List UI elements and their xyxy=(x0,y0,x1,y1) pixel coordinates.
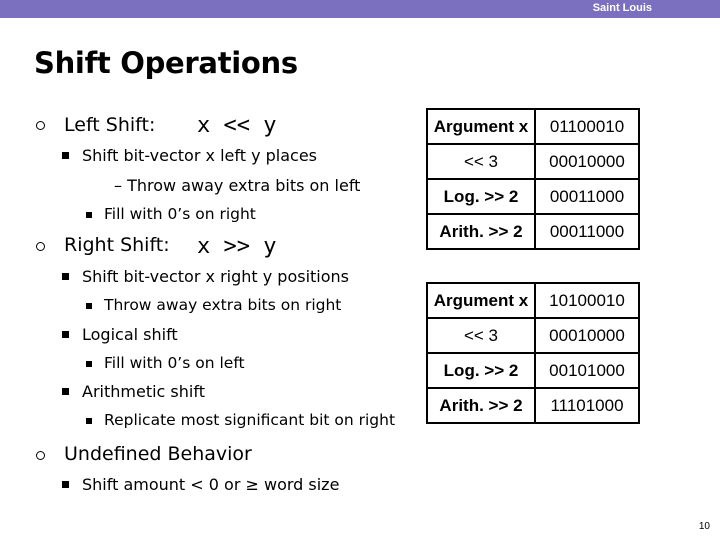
logical-shift-label: Logical shift xyxy=(82,325,178,344)
square-bullet-icon xyxy=(62,273,69,280)
table-row xyxy=(427,109,639,144)
circle-bullet-icon xyxy=(36,242,45,251)
table-cell-label: << 3 xyxy=(427,318,535,353)
square-bullet-icon xyxy=(62,152,69,159)
table-row xyxy=(427,214,639,249)
square-bullet-icon xyxy=(86,361,92,367)
shift-table-2 xyxy=(426,282,640,424)
left-shift-code: x << y xyxy=(197,113,277,138)
header-label: Saint Louis xyxy=(592,2,652,14)
table-cell-value: 10100010 xyxy=(535,283,639,318)
table-row xyxy=(427,353,639,388)
table-row xyxy=(427,179,639,214)
page-number: 10 xyxy=(698,521,710,532)
table-cell-value: 00101000 xyxy=(535,353,639,388)
square-bullet-icon xyxy=(62,481,69,488)
shift-table-1 xyxy=(426,108,640,250)
left-shift-label: Left Shift: xyxy=(64,114,156,136)
table-row xyxy=(427,283,639,318)
table-row xyxy=(427,318,639,353)
right-shift-code: x >> y xyxy=(197,234,277,259)
right-shift-label: Right Shift: xyxy=(64,234,170,256)
square-bullet-icon xyxy=(86,303,92,309)
table-cell-label: Argument x xyxy=(427,283,535,318)
right-shift-bullet: Shift bit-vector x right y positions xyxy=(82,267,350,286)
square-bullet-icon xyxy=(62,388,69,395)
square-bullet-icon xyxy=(86,212,92,218)
square-bullet-icon xyxy=(86,418,92,424)
table-cell-value: 00011000 xyxy=(535,179,639,214)
table-cell-value: 11101000 xyxy=(535,388,639,423)
left-shift-sub1: – Throw away extra bits on left xyxy=(114,176,361,195)
table-cell-value: 01100010 xyxy=(535,109,639,144)
table-cell-label: << 3 xyxy=(427,144,535,179)
table-row xyxy=(427,388,639,423)
left-shift-bullet-text: Shift bit-vector x left y places xyxy=(82,146,317,165)
table-cell-label: Log. >> 2 xyxy=(427,353,535,388)
circle-bullet-icon xyxy=(36,121,45,130)
table-cell-label: Argument x xyxy=(427,109,535,144)
undefined-label: Undefined Behavior xyxy=(64,443,252,465)
table-cell-value: 00010000 xyxy=(535,318,639,353)
left-shift-sub2: Fill with 0’s on right xyxy=(104,205,256,223)
arith-shift-label: Arithmetic shift xyxy=(82,382,205,401)
table-cell-value: 00010000 xyxy=(535,144,639,179)
table-cell-label: Arith. >> 2 xyxy=(427,388,535,423)
right-shift-sub1: Throw away extra bits on right xyxy=(104,296,342,314)
table-cell-label: Arith. >> 2 xyxy=(427,214,535,249)
table-cell-label: Log. >> 2 xyxy=(427,179,535,214)
undefined-bullet: Shift amount < 0 or ≥ word size xyxy=(82,475,340,494)
arith-shift-sub: Replicate most significant bit on right xyxy=(104,411,396,429)
logical-shift-sub: Fill with 0’s on left xyxy=(104,354,245,372)
table-cell-value: 00011000 xyxy=(535,214,639,249)
circle-bullet-icon xyxy=(36,451,45,460)
header-bar xyxy=(0,0,720,18)
slide-title: Shift Operations xyxy=(34,46,298,80)
table-row xyxy=(427,144,639,179)
square-bullet-icon xyxy=(62,331,69,338)
left-shift-bullet xyxy=(82,146,317,165)
